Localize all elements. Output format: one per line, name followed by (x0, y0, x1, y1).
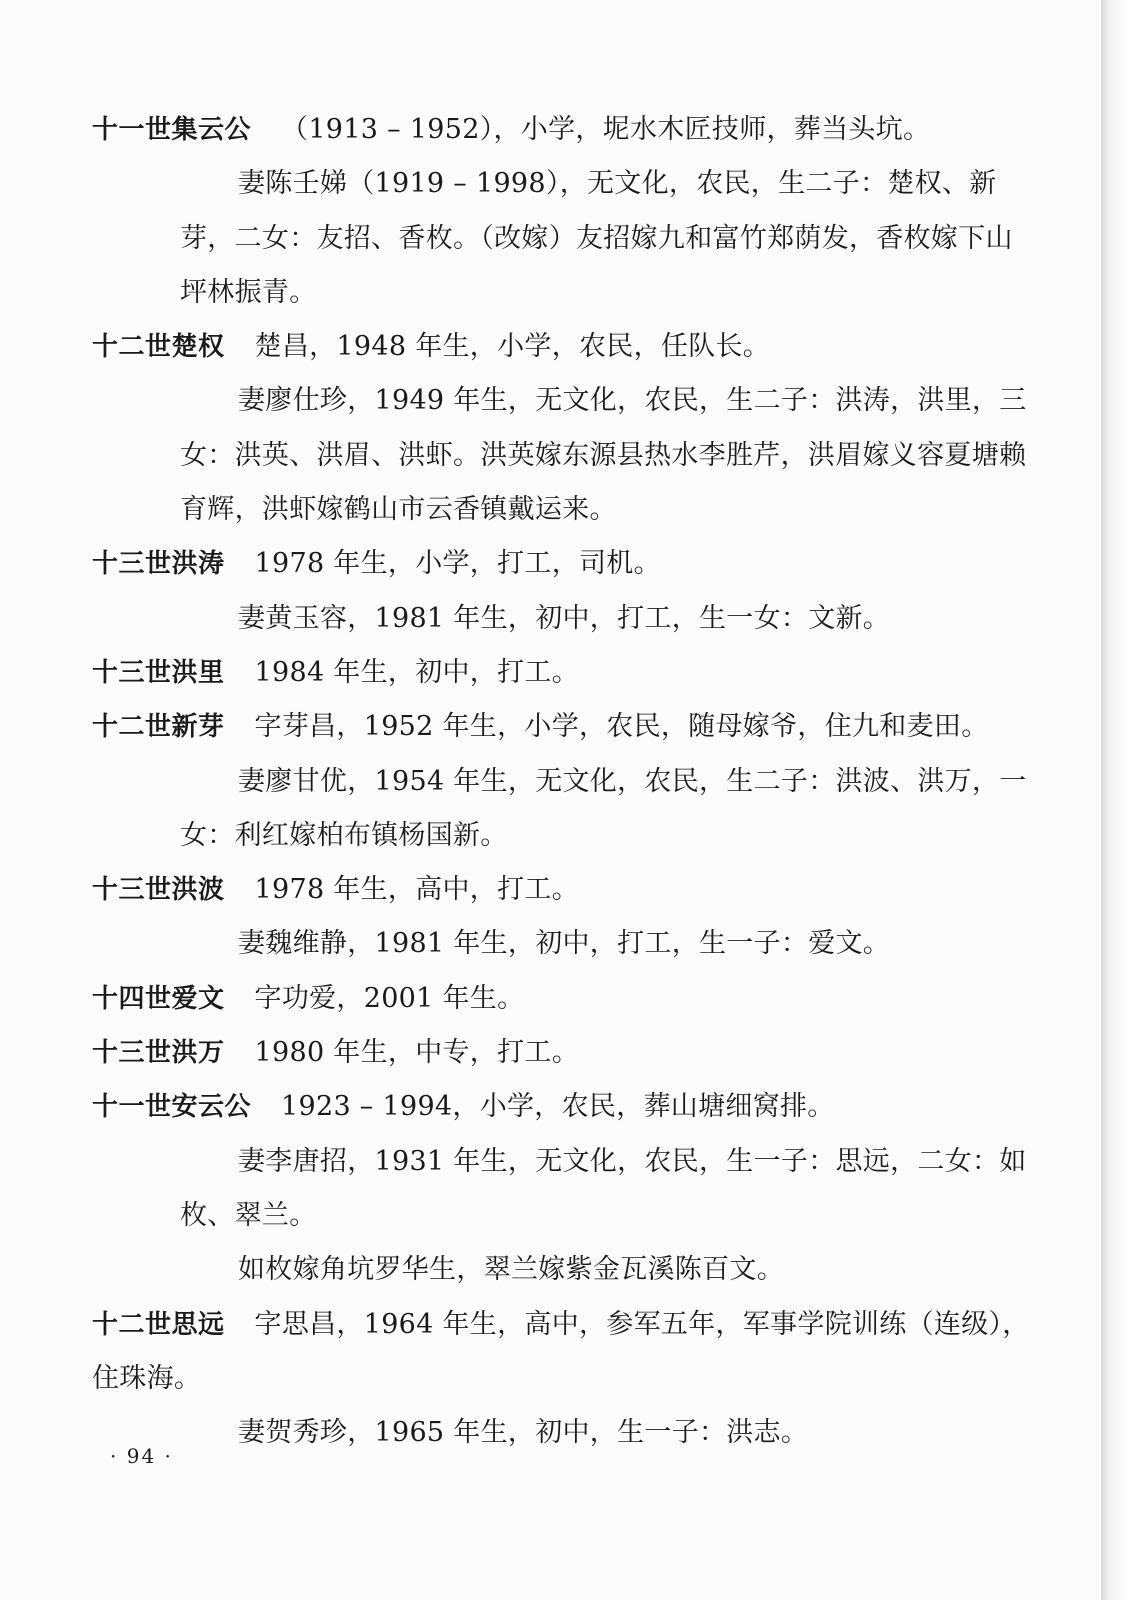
person-details: 1980 年生，中专，打工。 (254, 1037, 580, 1069)
person-name: 十一世集云公 (92, 115, 252, 145)
spouse-details: 妻陈壬娣（1919 – 1998），无文化，农民，生二子：楚权、新芽，二女：友招、香枚。（改嫁）友招嫁九和富竹郑荫发，香枚嫁下山坪林振青。 (180, 168, 1013, 308)
person-name: 十二世新芽 (92, 712, 225, 743)
genealogy-entry (92, 103, 1032, 157)
daughters-marriage-note: 如枚嫁角坑罗华生，翠兰嫁紫金瓦溪陈百文。 (238, 1254, 784, 1286)
spouse-details: 妻黄玉容，1981 年生，初中，打工，生一女：文新。 (238, 602, 891, 634)
genealogy-entry (92, 972, 1032, 1026)
person-details: （1913 – 1952），小学，坭水木匠技师，葬当头坑。 (281, 114, 931, 145)
spouse-details: 妻廖仕珍，1949 年生，无文化，农民，生二子：洪涛，洪里，三女：洪英、洪眉、洪虾。洪英嫁东源县热水李胜芹，洪眉嫁义容夏塘赖育辉，洪虾嫁鹤山市云香镇戴运来。 (180, 385, 1027, 526)
genealogy-entry (92, 700, 1032, 754)
person-details: 楚昌，1948 年生，小学，农民，任队长。 (254, 331, 771, 363)
person-name: 十二世楚权 (92, 332, 225, 363)
genealogy-entry (92, 1026, 1032, 1080)
genealogy-entry (92, 1298, 1032, 1407)
spouse-details: 妻魏维静，1981 年生，初中，打工，生一子：爱文。 (238, 928, 891, 960)
spouse-details: 妻贺秀珍，1965 年生，初中，生一子：洪志。 (238, 1417, 809, 1449)
spouse-details: 妻廖甘优，1954 年生，无文化，农民，生二子：洪波、洪万，一女：利红嫁柏布镇杨国新。 (180, 765, 1027, 851)
person-name: 十三世洪里 (92, 657, 225, 688)
person-name: 十二世思远 (92, 1309, 225, 1340)
person-details: 字思昌，1964 年生，高中，参军五年，军事学院训练（连级），住珠海。 (92, 1308, 1030, 1394)
person-name: 十三世洪万 (92, 1038, 225, 1069)
person-details: 字芽昌，1952 年生，小学，农民，随母嫁爷，住九和麦田。 (254, 711, 989, 743)
spouse-details: 妻李唐招，1931 年生，无文化，农民，生一子：思远，二女：如枚、翠兰。 (180, 1145, 1027, 1231)
genealogy-entry (92, 1080, 1032, 1134)
page-number: · 94 · (110, 1444, 173, 1468)
person-details: 1923 – 1994，小学，农民，葬山塘细窝排。 (281, 1091, 835, 1123)
genealogy-entry (92, 646, 1032, 700)
person-details: 1978 年生，高中，打工。 (254, 874, 580, 906)
person-details: 1978 年生，小学，打工，司机。 (254, 548, 661, 580)
person-details: 1984 年生，初中，打工。 (254, 656, 580, 688)
page-edge-shadow (1101, 0, 1129, 1600)
person-name: 十一世安云公 (92, 1092, 252, 1123)
genealogy-entry (92, 537, 1032, 591)
person-name: 十三世洪涛 (92, 549, 225, 580)
genealogy-content (92, 103, 1032, 1460)
genealogy-entry (92, 863, 1032, 917)
person-name: 十三世洪波 (92, 875, 225, 906)
genealogy-entry (92, 320, 1032, 374)
person-details: 字功爱，2001 年生。 (254, 982, 525, 1014)
person-name: 十四世爱文 (92, 983, 225, 1014)
